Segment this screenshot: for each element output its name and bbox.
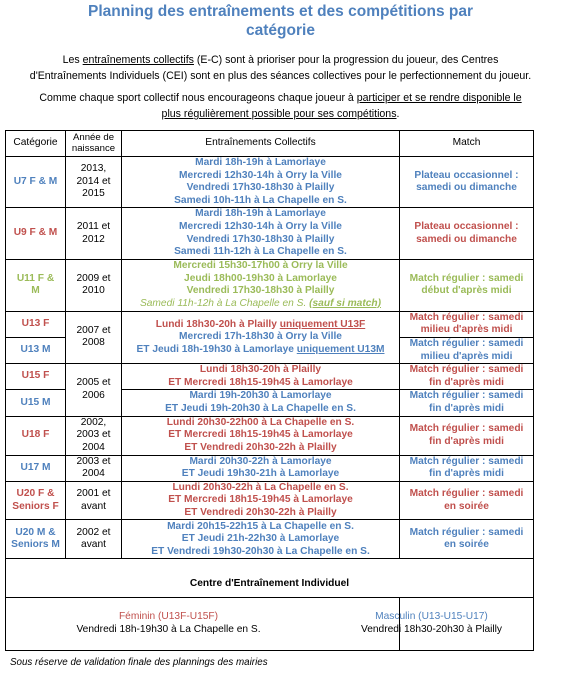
intro2-underlined-2: plus régulièrement possible pour ses compétitions (161, 108, 397, 120)
match-line: milieu d'après midi (420, 324, 513, 336)
ec-line: Samedi 11h-12h à La Chapelle en S. (174, 246, 347, 258)
annee-u17 (66, 455, 122, 481)
match-line: en soirée (444, 539, 489, 551)
match-line: Plateau occasionnel : (414, 220, 519, 232)
table-row-u20f (6, 481, 534, 520)
match-line: début d'après midi (421, 285, 512, 297)
ec-u17m (122, 455, 400, 481)
header-row (6, 131, 534, 157)
annee-line: 2010 (82, 285, 105, 297)
ec-line: ET Jeudi 19h-20h30 à La Chapelle en S. (165, 402, 356, 414)
cat-u9: U9 F & M (6, 208, 66, 259)
title-line-2: catégorie (246, 22, 315, 39)
match-line: fin d'après midi (429, 376, 504, 388)
header-ec: Entraînements Collectifs (122, 131, 400, 157)
ec-line: ET Mercredi 18h15-19h45 à Lamorlaye (168, 376, 353, 388)
table-spacer-row (6, 559, 534, 571)
ec-line: ET Vendredi 19h30-20h30 à La Chapelle en S. (151, 545, 370, 557)
annee-line: 2013, (80, 163, 107, 175)
annee-line: avant (81, 539, 106, 551)
cat-u18f: U18 F (6, 416, 66, 455)
match-line: en soirée (444, 500, 489, 512)
match-u11 (400, 259, 534, 311)
ec-line: Lundi 20h30-22h à La Chapelle en S. (172, 481, 349, 493)
annee-line: 2009 et (76, 272, 111, 284)
table-row-u11 (6, 259, 534, 311)
cei-title-row (6, 571, 534, 598)
ec-line: Lundi 20h30-22h00 à La Chapelle en S. (166, 416, 355, 428)
planning-table (5, 130, 534, 651)
annee-line: 2003 et (76, 429, 111, 441)
cat-u13f: U13 F (6, 311, 66, 337)
ec-u20f (122, 481, 400, 520)
cei-body-row (6, 597, 534, 650)
annee-line: avant (81, 500, 106, 512)
annee-u13 (66, 311, 122, 363)
cat-u7: U7 F & M (6, 157, 66, 208)
match-line: samedi ou dimanche (416, 182, 517, 194)
page-title (0, 2, 561, 40)
match-line: fin d'après midi (429, 435, 504, 447)
intro2-text-a: Comme chaque sport collectif nous encourageons chaque joueur à (39, 92, 357, 104)
ec-underlined: uniquement U13F (279, 318, 366, 330)
header-annee-line-1: Année de (72, 132, 115, 143)
match-line: samedi ou dimanche (416, 233, 517, 245)
annee-u9 (66, 208, 122, 259)
match-line: Match régulier : samedi (409, 364, 524, 376)
ec-line: Mardi 18h-19h à Lamorlaye (195, 157, 326, 168)
ec-u9 (122, 208, 400, 259)
spacer-cell (6, 559, 534, 571)
ec-line: Vendredi 17h30-18h30 à Plailly (186, 285, 335, 297)
match-u15f (400, 364, 534, 390)
ec-last-text: Samedi 11h-12h à La Chapelle en S. (139, 297, 310, 309)
ec-text: ET Jeudi 18h-19h30 à Lamorlaye (136, 343, 297, 355)
match-u17m (400, 455, 534, 481)
table-row-u17m (6, 455, 534, 481)
ec-line: ET Mercredi 18h15-19h45 à Lamorlaye (168, 429, 353, 441)
header-categorie: Catégorie (6, 131, 66, 157)
cei-title: Centre d'Entraînement Individuel (6, 571, 534, 598)
match-line: fin d'après midi (429, 468, 504, 480)
ec-line: Lundi 18h30-20h à Plailly (199, 364, 322, 376)
ec-line: Samedi 10h-11h à La Chapelle en S. (174, 194, 347, 206)
match-line: Match régulier : samedi (409, 390, 524, 402)
match-u7 (400, 157, 534, 208)
intro-paragraph-2 (8, 90, 553, 122)
annee-line: 2011 et (76, 220, 111, 232)
ec-u15f (122, 364, 400, 390)
annee-line: 2014 et (76, 175, 111, 187)
ec-line: ET Vendredi 20h30-22h à Plailly (184, 506, 337, 518)
ec-line: Mardi 18h-19h à Lamorlaye (195, 208, 326, 220)
ec-u11 (122, 259, 400, 311)
header-annee (66, 131, 122, 157)
annee-line: 2007 et (76, 324, 111, 336)
cei-masc-time: Vendredi 18h30-20h30 à Plailly (360, 623, 503, 635)
ec-u7 (122, 157, 400, 208)
intro2-underlined-1: participer et se rendre disponible le (356, 92, 522, 104)
match-u18f (400, 416, 534, 455)
cei-masc-label: Masculin (U13-U15-U17) (375, 611, 488, 623)
ec-line: Vendredi 17h30-18h30 à Plailly (186, 233, 335, 245)
cat-u20f (6, 481, 66, 520)
cat-u20m (6, 520, 66, 559)
table-row-u7 (6, 157, 534, 208)
match-u20f (400, 481, 534, 520)
annee-u7 (66, 157, 122, 208)
annee-line: 2005 et (76, 377, 111, 389)
ec-line (124, 298, 397, 311)
intro-paragraph-1 (8, 52, 553, 84)
annee-u15 (66, 364, 122, 416)
match-line: Match régulier : samedi (409, 422, 524, 434)
annee-u11 (66, 259, 122, 311)
cat-line: U20 F & (16, 487, 55, 499)
match-u13f (400, 311, 534, 337)
match-line: Match régulier : samedi (409, 487, 524, 499)
cat-line: U20 M & (15, 526, 56, 538)
ec-u13 (122, 311, 400, 363)
match-line: Match régulier : samedi (409, 455, 524, 467)
ec-line: Mercredi 12h30-14h à Orry la Ville (179, 169, 342, 181)
ec-line: Mercredi 17h-18h30 à Orry la Ville (179, 331, 342, 343)
match-line: fin d'après midi (429, 402, 504, 414)
annee-u20m (66, 520, 122, 559)
annee-line: 2002 et (76, 526, 111, 538)
ec-last-underlined: (sauf si match) (309, 297, 382, 309)
ec-line: ET Jeudi 21h-22h30 à Lamorlaye (181, 533, 340, 545)
cat-u17m: U17 M (6, 455, 66, 481)
cat-u13m: U13 M (6, 337, 66, 363)
intro2-end: . (396, 108, 400, 120)
match-line: Match régulier : samedi (409, 337, 524, 349)
cat-line: Seniors M (11, 539, 60, 551)
match-u13m (400, 337, 534, 363)
annee-line: 2012 (82, 233, 105, 245)
intro1-text-a: Les (62, 54, 83, 66)
intro1-line-2: d'Entraînements Individuels (CEI) sont en plus des séances collectives pour le perfectionnement du joueur. (29, 70, 532, 82)
cat-line: Seniors F (12, 500, 59, 512)
ec-line: Mardi 20h30-22h à Lamorlaye (189, 455, 332, 467)
ec-u18f (122, 416, 400, 455)
ec-underlined: uniquement U13M (296, 343, 385, 355)
annee-u18 (66, 416, 122, 455)
cei-masculin (360, 597, 534, 650)
match-u15m (400, 390, 534, 416)
ec-line: ET Jeudi 19h30-21h à Lamorlaye (181, 468, 340, 480)
match-u9 (400, 208, 534, 259)
cat-u15f: U15 F (6, 364, 66, 390)
ec-line: Mardi 20h15-22h15 à La Chapelle en S. (167, 520, 354, 532)
cei-fem-time: Vendredi 18h-19h30 à La Chapelle en S. (76, 623, 261, 635)
ec-line: Mercredi 12h30-14h à Orry la Ville (179, 220, 342, 232)
annee-line: 2002, (80, 416, 107, 428)
annee-line: 2004 (82, 468, 105, 480)
table-row-u15f (6, 364, 534, 390)
annee-u20f (66, 481, 122, 520)
annee-line: 2004 (82, 441, 105, 453)
annee-line: 2003 et (76, 455, 111, 467)
table-row-u18f (6, 416, 534, 455)
ec-u15m (122, 390, 400, 416)
table-row-u9 (6, 208, 534, 259)
ec-line: ET Mercredi 18h15-19h45 à Lamorlaye (168, 494, 353, 506)
cat-u15m: U15 M (6, 390, 66, 416)
ec-line: ET Vendredi 20h30-22h à Plailly (184, 441, 337, 453)
match-line: milieu d'après midi (420, 350, 513, 362)
match-line: Match régulier : samedi (409, 272, 524, 284)
table-row-u13f (6, 311, 534, 337)
match-line: Match régulier : samedi (409, 526, 524, 538)
annee-line: 2008 (82, 337, 105, 349)
match-u20m (400, 520, 534, 559)
annee-line: 2015 (82, 188, 105, 200)
ec-line: Jeudi 18h00-19h30 à Lamorlaye (184, 272, 337, 284)
ec-line: Vendredi 17h30-18h30 à Plailly (186, 182, 335, 194)
match-line: Plateau occasionnel : (414, 169, 519, 181)
match-line: Match régulier : samedi (409, 311, 524, 323)
header-annee-line-2: naissance (71, 142, 116, 154)
title-line-1: Planning des entraînements et des compétitions par (87, 3, 473, 20)
ec-line: Mardi 19h-20h30 à Lamorlaye (189, 390, 332, 402)
ec-text: Lundi 18h30-20h à Plailly (155, 318, 280, 330)
ec-line (124, 344, 397, 357)
cei-fem-label: Féminin (U13F-U15F) (118, 611, 219, 623)
ec-u20m (122, 520, 400, 559)
ec-line (124, 319, 397, 332)
annee-line: 2006 (82, 389, 105, 401)
table-row-u20m (6, 520, 534, 559)
intro1-underlined: entraînements collectifs (82, 54, 194, 66)
intro1-text-b: (E-C) sont à prioriser pour la progression du joueur, des Centres (193, 54, 499, 66)
header-match: Match (400, 131, 534, 157)
cat-line: U11 F & (16, 272, 55, 284)
cat-u11 (6, 259, 66, 311)
cat-line: M (31, 285, 40, 297)
annee-line: 2001 et (76, 487, 111, 499)
ec-line: Mercredi 15h30-17h00 à Orry la Ville (173, 260, 348, 272)
footer-note: Sous réserve de validation finale des plannings des mairies (10, 657, 268, 668)
